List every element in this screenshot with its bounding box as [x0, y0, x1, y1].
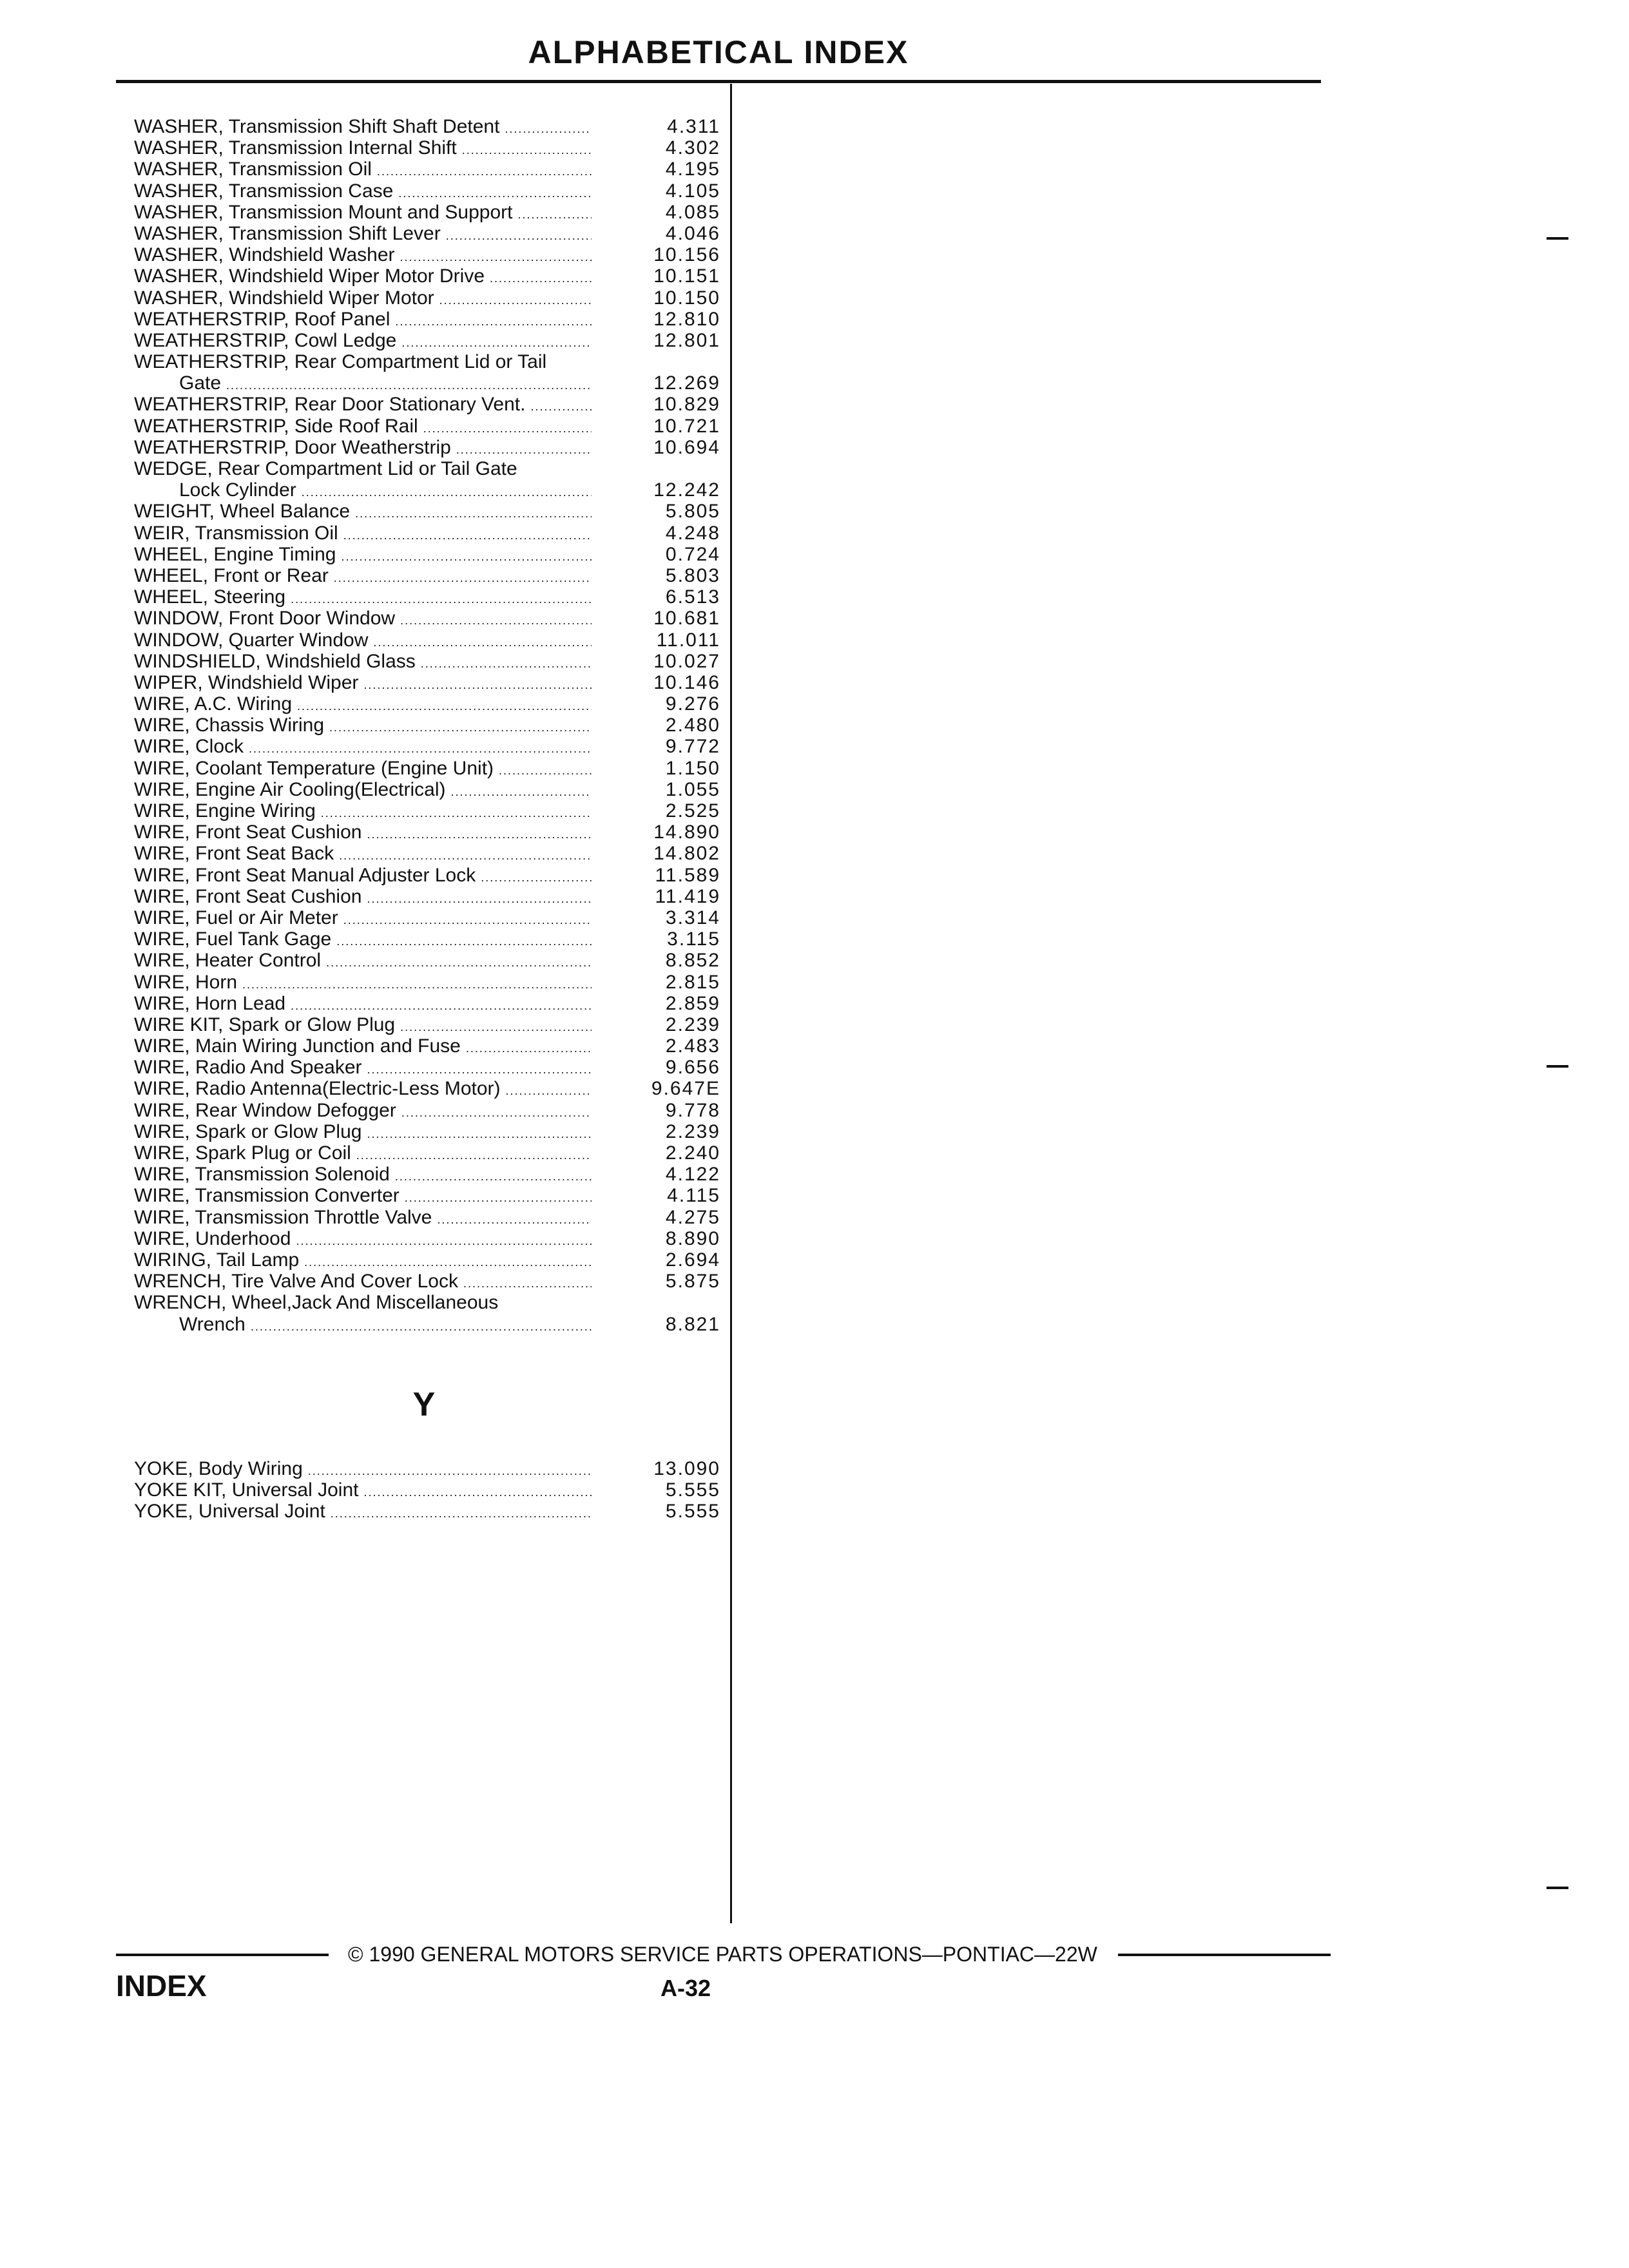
entry-label: WASHER, Transmission Shift Shaft Detent — [134, 116, 500, 137]
index-entry — [134, 202, 720, 223]
entry-page-ref: 2.240 — [665, 1142, 720, 1164]
index-entry — [134, 544, 720, 565]
entry-label: WIRE, Horn — [134, 971, 238, 993]
entry-page-ref: 3.115 — [667, 928, 720, 950]
entry-label: WIRE, Main Wiring Junction and Fuse — [134, 1035, 461, 1057]
entry-page-ref: 9.647E — [651, 1078, 720, 1100]
entry-page-ref: 10.156 — [653, 244, 720, 266]
entry-label: WEATHERSTRIP, Cowl Ledge — [134, 329, 397, 351]
entry-label: WEATHERSTRIP, Side Roof Rail — [134, 415, 418, 437]
index-entry — [134, 1292, 720, 1334]
entry-label: YOKE KIT, Universal Joint — [134, 1479, 359, 1501]
index-entry — [134, 651, 720, 672]
entry-page-ref: 5.875 — [665, 1271, 720, 1293]
column-divider — [730, 84, 732, 1923]
index-entry — [134, 1501, 720, 1522]
index-entry — [134, 1271, 720, 1292]
entry-label: WIRE, Horn Lead — [134, 992, 286, 1014]
entry-page-ref: 9.778 — [665, 1099, 720, 1121]
entry-page-ref: 2.239 — [665, 1014, 720, 1035]
entry-label: WASHER, Transmission Mount and Support — [134, 201, 513, 223]
entry-page-ref: 2.480 — [665, 715, 720, 736]
entry-page-ref: 4.195 — [665, 159, 720, 180]
entry-label: WIRE, Heater Control — [134, 950, 322, 972]
entry-page-ref: 11.589 — [655, 864, 720, 886]
entry-page-ref: 4.046 — [665, 222, 720, 244]
entry-label: WHEEL, Front or Rear — [134, 564, 329, 586]
entry-page-ref: 1.055 — [665, 778, 720, 800]
copyright-notice: © 1990 GENERAL MOTORS SERVICE PARTS OPERATIONS—PONTIAC—22W — [348, 1943, 1097, 1966]
entry-page-ref: 9.656 — [665, 1057, 720, 1079]
entry-label: WHEEL, Steering — [134, 586, 286, 608]
entry-page-ref: 2.525 — [665, 800, 720, 822]
entry-page-ref: 4.122 — [665, 1164, 720, 1186]
entry-label-continuation: Gate — [179, 372, 222, 394]
section-letter-y: Y — [412, 1386, 436, 1423]
index-entry — [134, 672, 720, 693]
index-entry — [134, 693, 720, 715]
index-entry — [134, 501, 720, 522]
entry-page-ref: 8.890 — [665, 1227, 720, 1249]
entry-page-ref: 9.772 — [665, 736, 720, 758]
entry-label: YOKE, Universal Joint — [134, 1501, 325, 1523]
index-entry — [134, 309, 720, 330]
entry-page-ref: 4.275 — [665, 1206, 720, 1228]
index-entry — [134, 758, 720, 779]
entry-page-ref: 11.011 — [656, 629, 720, 651]
entry-label: WIRE, Spark Plug or Coil — [134, 1142, 351, 1164]
entry-page-ref: 12.242 — [653, 479, 720, 501]
index-entries-y — [134, 1458, 720, 1523]
entry-page-ref: 2.859 — [665, 992, 720, 1014]
entry-page-ref: 8.821 — [665, 1313, 720, 1335]
entry-page-ref: 10.829 — [653, 394, 720, 416]
entry-page-ref: 2.239 — [665, 1120, 720, 1142]
index-entry — [134, 1207, 720, 1228]
index-entry — [134, 1078, 720, 1099]
page-title: ALPHABETICAL INDEX — [528, 34, 909, 70]
entry-label: WIRE, A.C. Wiring — [134, 693, 293, 715]
entry-label: YOKE, Body Wiring — [134, 1458, 303, 1479]
entry-page-ref: 1.150 — [665, 757, 720, 779]
index-entry — [134, 1228, 720, 1249]
entry-label: WEATHERSTRIP, Rear Compartment Lid or Tail — [134, 351, 547, 373]
entry-label: WIRE, Radio And Speaker — [134, 1057, 362, 1079]
footer-rule-right — [1118, 1954, 1331, 1956]
entry-page-ref: 8.852 — [665, 950, 720, 972]
entry-page-ref: 10.150 — [653, 287, 720, 309]
index-entry — [134, 1479, 720, 1501]
entry-label: WEATHERSTRIP, Rear Door Stationary Vent. — [134, 394, 526, 416]
entry-label: WIRE, Rear Window Defogger — [134, 1099, 396, 1121]
entry-label: WIRE, Radio Antenna(Electric-Less Motor) — [134, 1078, 501, 1100]
page-number: A-32 — [660, 1975, 711, 2001]
dot-leader — [331, 1503, 592, 1524]
index-entry — [134, 458, 720, 501]
entry-label: WEIGHT, Wheel Balance — [134, 501, 351, 523]
index-entry — [134, 244, 720, 265]
entry-page-ref: 6.513 — [665, 586, 720, 608]
entry-label: WASHER, Transmission Internal Shift — [134, 137, 457, 159]
index-entry — [134, 928, 720, 950]
entry-page-ref: 2.815 — [665, 971, 720, 993]
index-entry — [134, 1142, 720, 1164]
entry-page-ref: 5.803 — [665, 564, 720, 586]
entry-label: WIRING, Tail Lamp — [134, 1249, 300, 1271]
index-entry — [134, 287, 720, 309]
index-entry — [134, 180, 720, 202]
index-entry — [134, 993, 720, 1014]
entry-label: WIRE, Chassis Wiring — [134, 715, 325, 736]
entry-page-ref: 5.555 — [665, 1479, 720, 1501]
index-entry — [134, 1185, 720, 1206]
index-entry — [134, 1035, 720, 1057]
entry-label: WIRE, Coolant Temperature (Engine Unit) — [134, 757, 494, 779]
entry-page-ref: 10.151 — [653, 265, 720, 287]
entry-label: WINDOW, Quarter Window — [134, 629, 369, 651]
entry-label: WASHER, Windshield Washer — [134, 244, 395, 266]
entry-page-ref: 12.801 — [653, 329, 720, 351]
index-entry — [134, 779, 720, 800]
entry-page-ref: 4.248 — [665, 522, 720, 544]
entry-page-ref: 3.314 — [665, 907, 720, 928]
entry-label: WEIR, Transmission Oil — [134, 522, 338, 544]
index-entry — [134, 159, 720, 180]
entry-page-ref: 5.555 — [665, 1501, 720, 1523]
entry-label: WEATHERSTRIP, Roof Panel — [134, 308, 390, 330]
entry-page-ref: 4.105 — [665, 180, 720, 202]
entry-page-ref: 12.810 — [653, 308, 720, 330]
entry-page-ref: 10.027 — [653, 650, 720, 672]
entry-label: WASHER, Windshield Wiper Motor — [134, 287, 434, 309]
entry-label: WHEEL, Engine Timing — [134, 543, 336, 565]
entry-label: WINDOW, Front Door Window — [134, 608, 396, 629]
entry-label: WASHER, Windshield Wiper Motor Drive — [134, 265, 485, 287]
index-entry — [134, 1014, 720, 1035]
entry-label: WRENCH, Tire Valve And Cover Lock — [134, 1271, 458, 1293]
entry-label: WIRE, Transmission Throttle Valve — [134, 1206, 432, 1228]
entry-page-ref: 10.681 — [653, 608, 720, 629]
index-entry — [134, 1164, 720, 1185]
entry-page-ref: 0.724 — [665, 543, 720, 565]
dot-leader — [251, 1316, 592, 1338]
entry-page-ref: 12.269 — [653, 372, 720, 394]
index-entry — [134, 1458, 720, 1479]
entry-page-ref: 13.090 — [653, 1458, 720, 1479]
entry-page-ref: 10.721 — [653, 415, 720, 437]
index-entry — [134, 437, 720, 458]
entry-label: WIRE, Engine Air Cooling(Electrical) — [134, 778, 446, 800]
entry-label: WASHER, Transmission Case — [134, 180, 394, 202]
index-entry — [134, 586, 720, 608]
entry-page-ref: 9.276 — [665, 693, 720, 715]
entry-label: WIRE, Clock — [134, 736, 244, 758]
index-entry — [134, 822, 720, 843]
index-entry — [134, 736, 720, 757]
entry-label: WINDSHIELD, Windshield Glass — [134, 650, 416, 672]
entry-label: WIRE KIT, Spark or Glow Plug — [134, 1014, 396, 1035]
index-entry — [134, 1249, 720, 1271]
entry-label: WIRE, Fuel Tank Gage — [134, 928, 332, 950]
entry-page-ref: 2.483 — [665, 1035, 720, 1057]
entry-label: WASHER, Transmission Shift Lever — [134, 222, 441, 244]
entry-label: WASHER, Transmission Oil — [134, 159, 372, 180]
index-entry — [134, 565, 720, 586]
index-entry — [134, 523, 720, 544]
entry-label: WIRE, Front Seat Back — [134, 843, 334, 865]
entry-page-ref: 4.311 — [667, 116, 720, 137]
margin-mark — [1547, 1887, 1568, 1889]
index-entries-w — [134, 116, 720, 1335]
index-entry — [134, 950, 720, 971]
entry-label: WIPER, Windshield Wiper — [134, 671, 359, 693]
entry-label: WEATHERSTRIP, Door Weatherstrip — [134, 436, 451, 458]
entry-page-ref: 2.694 — [665, 1249, 720, 1271]
entry-label: WIRE, Front Seat Cushion — [134, 885, 362, 907]
entry-label-continuation: Lock Cylinder — [179, 479, 296, 501]
entry-label: WIRE, Fuel or Air Meter — [134, 907, 338, 928]
footer-rule-left — [116, 1954, 329, 1956]
entry-label: WIRE, Transmission Converter — [134, 1185, 400, 1207]
index-entry — [134, 629, 720, 651]
index-entry — [134, 715, 720, 736]
index-entry — [134, 137, 720, 159]
index-entry — [134, 265, 720, 287]
entry-page-ref: 10.694 — [653, 436, 720, 458]
margin-mark — [1547, 1065, 1568, 1068]
margin-mark — [1547, 237, 1568, 240]
index-entry — [134, 1057, 720, 1078]
entry-page-ref: 14.802 — [653, 843, 720, 865]
entry-page-ref: 4.115 — [667, 1185, 720, 1207]
entry-page-ref: 10.146 — [653, 671, 720, 693]
entry-label: WIRE, Spark or Glow Plug — [134, 1120, 362, 1142]
entry-page-ref: 14.890 — [653, 822, 720, 843]
section-label: INDEX — [116, 1969, 207, 2003]
entry-label: WRENCH, Wheel,Jack And Miscellaneous — [134, 1292, 499, 1314]
entry-label: WIRE, Underhood — [134, 1227, 291, 1249]
title-rule — [116, 80, 1321, 83]
index-entry — [134, 800, 720, 822]
entry-label: WEDGE, Rear Compartment Lid or Tail Gate — [134, 458, 517, 479]
index-entry — [134, 843, 720, 864]
index-entry — [134, 330, 720, 351]
entry-page-ref: 5.805 — [665, 501, 720, 523]
entry-label: WIRE, Transmission Solenoid — [134, 1164, 390, 1186]
index-entry — [134, 865, 720, 886]
entry-label-continuation: Wrench — [179, 1313, 246, 1335]
index-entry — [134, 394, 720, 415]
index-entry — [134, 116, 720, 137]
entry-page-ref: 4.085 — [665, 201, 720, 223]
index-entry — [134, 1100, 720, 1121]
index-entry — [134, 223, 720, 244]
entry-page-ref: 11.419 — [655, 885, 720, 907]
index-entry — [134, 608, 720, 629]
index-entry — [134, 907, 720, 928]
index-entry — [134, 972, 720, 993]
entry-page-ref: 4.302 — [665, 137, 720, 159]
index-entry — [134, 351, 720, 394]
entry-label: WIRE, Engine Wiring — [134, 800, 316, 822]
index-entry — [134, 1121, 720, 1142]
index-entry — [134, 416, 720, 437]
entry-label: WIRE, Front Seat Cushion — [134, 822, 362, 843]
index-entry — [134, 886, 720, 907]
entry-label: WIRE, Front Seat Manual Adjuster Lock — [134, 864, 476, 886]
